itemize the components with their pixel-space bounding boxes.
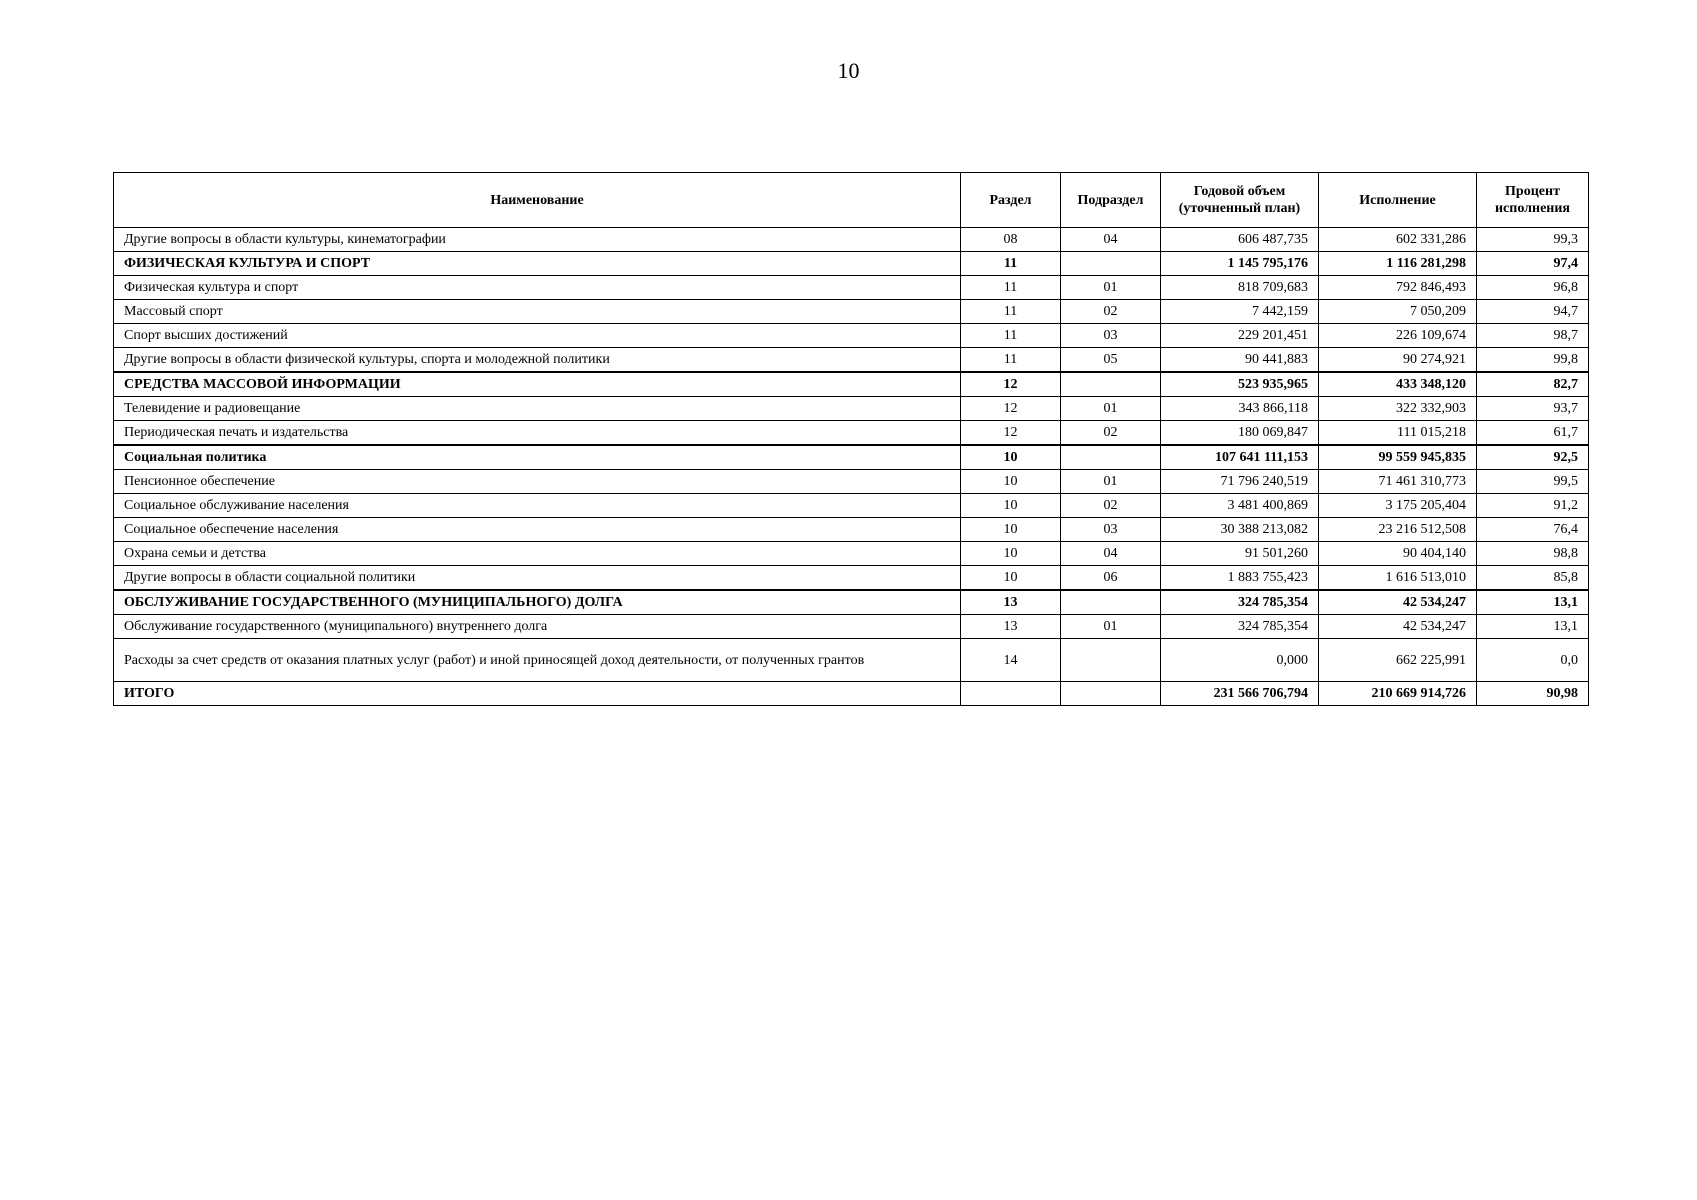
cell-subsection [1061, 252, 1161, 276]
cell-percent: 13,1 [1477, 615, 1589, 639]
header-percent-line1: Процент [1505, 184, 1560, 199]
table-row [114, 566, 1589, 591]
cell-percent: 96,8 [1477, 276, 1589, 300]
cell-name: Другие вопросы в области физической культуры, спорта и молодежной политики [114, 348, 961, 373]
cell-section: 11 [961, 252, 1061, 276]
cell-execution: 602 331,286 [1319, 228, 1477, 252]
cell-percent: 98,7 [1477, 324, 1589, 348]
cell-name: Периодическая печать и издательства [114, 421, 961, 446]
table-header-row [114, 173, 1589, 228]
table-row [114, 372, 1589, 397]
cell-section [961, 682, 1061, 706]
cell-execution: 226 109,674 [1319, 324, 1477, 348]
cell-percent: 92,5 [1477, 445, 1589, 470]
cell-name: ФИЗИЧЕСКАЯ КУЛЬТУРА И СПОРТ [114, 252, 961, 276]
cell-plan: 71 796 240,519 [1161, 470, 1319, 494]
cell-percent: 99,5 [1477, 470, 1589, 494]
cell-plan: 90 441,883 [1161, 348, 1319, 373]
cell-plan: 324 785,354 [1161, 590, 1319, 615]
cell-plan: 1 883 755,423 [1161, 566, 1319, 591]
cell-execution: 111 015,218 [1319, 421, 1477, 446]
cell-plan: 7 442,159 [1161, 300, 1319, 324]
header-plan-line1: Годовой объем [1193, 184, 1286, 199]
cell-name: Социальное обслуживание населения [114, 494, 961, 518]
cell-subsection: 03 [1061, 518, 1161, 542]
cell-plan: 0,000 [1161, 639, 1319, 682]
cell-subsection: 04 [1061, 228, 1161, 252]
table-row [114, 470, 1589, 494]
cell-name: СРЕДСТВА МАССОВОЙ ИНФОРМАЦИИ [114, 372, 961, 397]
cell-section: 08 [961, 228, 1061, 252]
cell-subsection: 02 [1061, 494, 1161, 518]
cell-plan: 231 566 706,794 [1161, 682, 1319, 706]
cell-percent: 13,1 [1477, 590, 1589, 615]
cell-section: 13 [961, 590, 1061, 615]
budget-execution-table [113, 172, 1589, 706]
cell-execution: 1 616 513,010 [1319, 566, 1477, 591]
cell-section: 12 [961, 397, 1061, 421]
cell-subsection: 06 [1061, 566, 1161, 591]
cell-plan: 343 866,118 [1161, 397, 1319, 421]
cell-execution: 99 559 945,835 [1319, 445, 1477, 470]
cell-plan: 324 785,354 [1161, 615, 1319, 639]
header-percent [1477, 173, 1589, 228]
cell-section: 10 [961, 494, 1061, 518]
cell-execution: 23 216 512,508 [1319, 518, 1477, 542]
cell-name: Физическая культура и спорт [114, 276, 961, 300]
cell-section: 11 [961, 348, 1061, 373]
cell-subsection [1061, 590, 1161, 615]
cell-plan: 818 709,683 [1161, 276, 1319, 300]
cell-execution: 42 534,247 [1319, 615, 1477, 639]
table-row [114, 421, 1589, 446]
cell-percent: 99,8 [1477, 348, 1589, 373]
cell-section: 14 [961, 639, 1061, 682]
page-number: 10 [837, 58, 860, 83]
cell-name: Другие вопросы в области культуры, кинематографии [114, 228, 961, 252]
cell-plan: 229 201,451 [1161, 324, 1319, 348]
cell-name: Расходы за счет средств от оказания платных услуг (работ) и иной приносящей доход деятельности, от полученных грантов [114, 639, 961, 682]
table-row [114, 615, 1589, 639]
cell-subsection [1061, 682, 1161, 706]
table-row [114, 276, 1589, 300]
cell-subsection [1061, 372, 1161, 397]
table-row [114, 542, 1589, 566]
cell-name: Социальная политика [114, 445, 961, 470]
cell-percent: 93,7 [1477, 397, 1589, 421]
cell-execution: 90 404,140 [1319, 542, 1477, 566]
cell-subsection: 01 [1061, 276, 1161, 300]
cell-percent: 91,2 [1477, 494, 1589, 518]
cell-percent: 94,7 [1477, 300, 1589, 324]
cell-percent: 76,4 [1477, 518, 1589, 542]
cell-section: 12 [961, 421, 1061, 446]
cell-percent: 85,8 [1477, 566, 1589, 591]
cell-percent: 90,98 [1477, 682, 1589, 706]
cell-section: 13 [961, 615, 1061, 639]
cell-section: 10 [961, 518, 1061, 542]
cell-execution: 3 175 205,404 [1319, 494, 1477, 518]
cell-percent: 82,7 [1477, 372, 1589, 397]
cell-subsection: 03 [1061, 324, 1161, 348]
cell-subsection: 05 [1061, 348, 1161, 373]
table-row [114, 518, 1589, 542]
cell-section: 12 [961, 372, 1061, 397]
table-row [114, 682, 1589, 706]
cell-execution: 1 116 281,298 [1319, 252, 1477, 276]
cell-section: 11 [961, 300, 1061, 324]
table-row [114, 445, 1589, 470]
header-section: Раздел [961, 173, 1061, 228]
cell-plan: 91 501,260 [1161, 542, 1319, 566]
cell-percent: 98,8 [1477, 542, 1589, 566]
table-row [114, 494, 1589, 518]
cell-plan: 606 487,735 [1161, 228, 1319, 252]
cell-subsection: 02 [1061, 300, 1161, 324]
header-plan [1161, 173, 1319, 228]
cell-execution: 792 846,493 [1319, 276, 1477, 300]
cell-subsection: 02 [1061, 421, 1161, 446]
cell-name: Массовый спорт [114, 300, 961, 324]
cell-name: ИТОГО [114, 682, 961, 706]
cell-execution: 662 225,991 [1319, 639, 1477, 682]
cell-plan: 1 145 795,176 [1161, 252, 1319, 276]
cell-name: Охрана семьи и детства [114, 542, 961, 566]
cell-subsection: 04 [1061, 542, 1161, 566]
cell-name: Спорт высших достижений [114, 324, 961, 348]
cell-subsection: 01 [1061, 615, 1161, 639]
cell-execution: 322 332,903 [1319, 397, 1477, 421]
header-plan-line2: (уточненный план) [1178, 201, 1301, 216]
cell-section: 10 [961, 542, 1061, 566]
cell-plan: 180 069,847 [1161, 421, 1319, 446]
cell-section: 11 [961, 276, 1061, 300]
table-row [114, 228, 1589, 252]
table-row [114, 300, 1589, 324]
table-body [114, 228, 1589, 706]
header-percent-line2: исполнения [1494, 201, 1570, 216]
cell-percent: 61,7 [1477, 421, 1589, 446]
cell-name: Пенсионное обеспечение [114, 470, 961, 494]
cell-section: 10 [961, 470, 1061, 494]
cell-plan: 107 641 111,153 [1161, 445, 1319, 470]
cell-plan: 523 935,965 [1161, 372, 1319, 397]
cell-name: ОБСЛУЖИВАНИЕ ГОСУДАРСТВЕННОГО (МУНИЦИПАЛЬНОГО) ДОЛГА [114, 590, 961, 615]
cell-section: 10 [961, 445, 1061, 470]
cell-subsection: 01 [1061, 470, 1161, 494]
cell-percent: 97,4 [1477, 252, 1589, 276]
header-execution: Исполнение [1319, 173, 1477, 228]
table-row [114, 252, 1589, 276]
cell-percent: 0,0 [1477, 639, 1589, 682]
cell-name: Обслуживание государственного (муниципального) внутреннего долга [114, 615, 961, 639]
cell-name: Социальное обеспечение населения [114, 518, 961, 542]
cell-plan: 30 388 213,082 [1161, 518, 1319, 542]
cell-execution: 42 534,247 [1319, 590, 1477, 615]
table-row [114, 590, 1589, 615]
table-row [114, 324, 1589, 348]
cell-execution: 90 274,921 [1319, 348, 1477, 373]
cell-name: Другие вопросы в области социальной политики [114, 566, 961, 591]
table-row [114, 348, 1589, 373]
cell-subsection [1061, 639, 1161, 682]
header-name: Наименование [114, 173, 961, 228]
cell-section: 11 [961, 324, 1061, 348]
table-row [114, 639, 1589, 682]
cell-section: 10 [961, 566, 1061, 591]
cell-subsection [1061, 445, 1161, 470]
cell-execution: 210 669 914,726 [1319, 682, 1477, 706]
cell-execution: 7 050,209 [1319, 300, 1477, 324]
cell-subsection: 01 [1061, 397, 1161, 421]
cell-execution: 71 461 310,773 [1319, 470, 1477, 494]
cell-plan: 3 481 400,869 [1161, 494, 1319, 518]
cell-execution: 433 348,120 [1319, 372, 1477, 397]
cell-percent: 99,3 [1477, 228, 1589, 252]
table-row [114, 397, 1589, 421]
header-subsection: Подраздел [1061, 173, 1161, 228]
cell-name: Телевидение и радиовещание [114, 397, 961, 421]
